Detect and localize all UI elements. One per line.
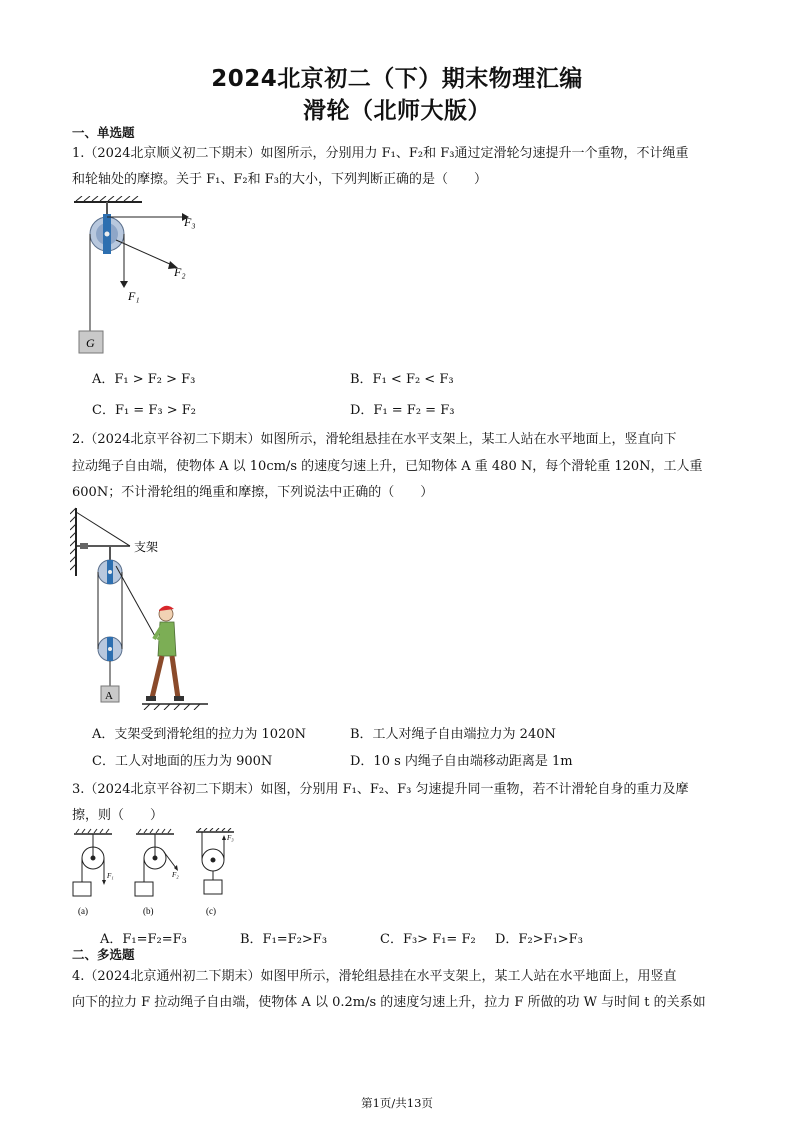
q3-stem-line1: 3.（2024北京平谷初二下期末）如图，分别用 F₁、F₂、F₃ 匀速提升同一重物，若不计滑轮自身的重力及摩 [72, 782, 689, 797]
q3-caption-b: (b) [143, 906, 154, 916]
q3-option-c[interactable]: C．F₃> F₁= F₂ [380, 932, 476, 947]
q1-label-f1: F₁ [128, 289, 140, 303]
q2-option-c[interactable]: C．工人对地面的压力为 900N [92, 754, 273, 769]
q3-caption-a: (a) [78, 906, 88, 916]
q1-option-d[interactable]: D．F₁ = F₂ = F₃ [350, 403, 455, 418]
q2-option-d[interactable]: D．10 s 内绳子自由端移动距离是 1m [350, 754, 573, 769]
q1-label-g: G [86, 336, 95, 350]
q2-pulley-block-figure [70, 506, 210, 710]
q2-stem-line3: 600N；不计滑轮组的绳重和摩擦，下列说法中正确的（ ） [72, 485, 434, 500]
q1-option-a[interactable]: A．F₁ > F₂ > F₃ [92, 372, 196, 387]
q3-option-d[interactable]: D．F₂>F₁>F₃ [495, 932, 583, 947]
page-subtitle: 滑轮（北师大版） [303, 98, 491, 124]
q3-stem-line2: 擦，则（ ） [72, 808, 164, 823]
section-heading-multi: 二、多选题 [72, 947, 135, 962]
q1-label-f3: F₃ [184, 215, 196, 229]
q4-stem-line2: 向下的拉力 F 拉动绳子自由端，使物体 A 以 0.2m/s 的速度匀速上升，拉力 F 所做的功 W 与时间 t 的关系如 [72, 995, 706, 1010]
q2-label-bracket: 支架 [134, 540, 159, 554]
q3-option-b[interactable]: B．F₁=F₂>F₃ [240, 932, 328, 947]
q3-label-f2: F₂ [172, 871, 179, 879]
q1-option-c[interactable]: C．F₁ = F₃ > F₂ [92, 403, 196, 418]
q4-stem-line1: 4.（2024北京通州初二下期末）如图甲所示，滑轮组悬挂在水平支架上，某工人站在水平地面上，用竖直 [72, 969, 677, 984]
q3-option-a[interactable]: A．F₁=F₂=F₃ [100, 932, 187, 947]
q3-label-f1: F₁ [107, 872, 114, 880]
q2-label-a: A [105, 690, 113, 702]
q2-option-b[interactable]: B．工人对绳子自由端拉力为 240N [350, 727, 556, 742]
q2-stem-line1: 2.（2024北京平谷初二下期末）如图所示，滑轮组悬挂在水平支架上，某工人站在水平地面上，竖直向下 [72, 432, 677, 447]
q2-stem-line2: 拉动绳子自由端，使物体 A 以 10cm/s 的速度匀速上升，已知物体 A 重 480 N，每个滑轮重 120N，工人重 [72, 459, 703, 474]
q3-caption-c: (c) [206, 906, 216, 916]
q1-stem-line1: 1.（2024北京顺义初二下期末）如图所示，分别用力 F₁、F₂和 F₃通过定滑轮匀速提升一个重物，不计绳重 [72, 146, 689, 161]
q1-label-f2: F₂ [174, 265, 186, 279]
q3-label-f3: F₃ [227, 834, 234, 842]
q1-option-b[interactable]: B．F₁ < F₂ < F₃ [350, 372, 454, 387]
q3-three-pulleys-figure [68, 828, 238, 920]
q2-option-a[interactable]: A．支架受到滑轮组的拉力为 1020N [92, 727, 306, 742]
page-footer: 第1页/共13页 [361, 1096, 433, 1110]
page-title: 2024北京初二（下）期末物理汇编 [211, 66, 583, 92]
q1-pulley-figure [72, 196, 212, 358]
q1-stem-line2: 和轮轴处的摩擦。关于 F₁、F₂和 F₃的大小，下列判断正确的是（ ） [72, 172, 487, 187]
section-heading-single: 一、单选题 [72, 125, 135, 140]
